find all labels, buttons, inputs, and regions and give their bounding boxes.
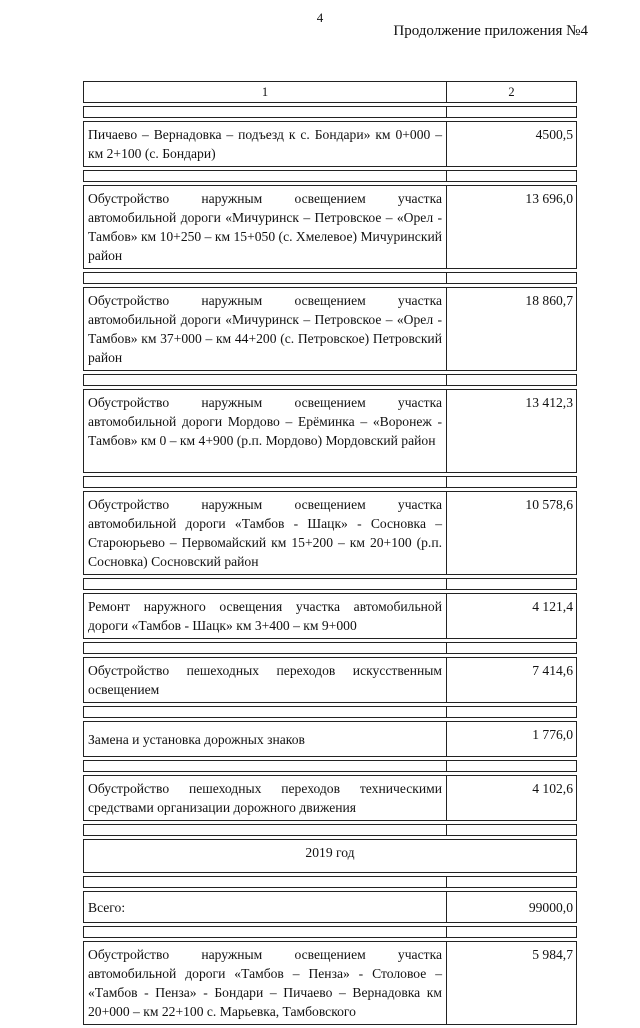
row-amount: 4500,5 [447, 121, 577, 167]
appendix-continuation-note: Продолжение приложения №4 [393, 23, 588, 39]
row-amount: 5 984,7 [447, 941, 577, 1025]
row-amount: 10 578,6 [447, 491, 577, 575]
year-section-label: 2019 год [83, 839, 577, 873]
row-amount: 1 776,0 [447, 721, 577, 757]
total-label: Всего: [83, 891, 447, 923]
row-amount: 4 102,6 [447, 775, 577, 821]
column-header-2: 2 [447, 81, 577, 103]
row-description: Обустройство наружным освещением участка автомобильной дороги «Тамбов - Шацк» - Сосновка – Староюрьево – Первомайский км 15+200 – км 20+100 (р.п. Сосновка) Сосновский район [83, 491, 447, 575]
row-amount: 13 696,0 [447, 185, 577, 269]
row-description: Замена и установка дорожных знаков [83, 721, 447, 757]
table-row [83, 775, 577, 821]
row-description: Обустройство наружным освещением участка автомобильной дороги «Тамбов – Пенза» - Столовое – «Тамбов - Пенза» - Бондари – Пичаево – Вернадовка км 20+000 – км 22+100 с. Марьевка, Тамбовского [83, 941, 447, 1025]
table-row [83, 121, 577, 167]
table-row [83, 721, 577, 757]
row-amount: 4 121,4 [447, 593, 577, 639]
table-row [83, 287, 577, 371]
row-description: Обустройство пешеходных переходов искусственным освещением [83, 657, 447, 703]
column-header-1: 1 [83, 81, 447, 103]
row-description: Обустройство пешеходных переходов техническими средствами организации дорожного движения [83, 775, 447, 821]
row-amount: 13 412,3 [447, 389, 577, 473]
table-row [83, 593, 577, 639]
row-amount: 7 414,6 [447, 657, 577, 703]
row-description: Обустройство наружным освещением участка автомобильной дороги «Мичуринск – Петровское – «Орел - Тамбов» км 10+250 – км 15+050 (с. Хмелевое) Мичуринский район [83, 185, 447, 269]
table-header-row [83, 81, 577, 103]
total-row [83, 891, 577, 923]
table-row [83, 185, 577, 269]
row-description: Пичаево – Вернадовка – подъезд к с. Бондари» км 0+000 – км 2+100 (с. Бондари) [83, 121, 447, 167]
page-number: 4 [316, 10, 324, 25]
table-row [83, 389, 577, 473]
year-section-row [83, 839, 577, 873]
row-description: Обустройство наружным освещением участка автомобильной дороги Мордово – Ерёминка – «Воронеж - Тамбов» км 0 – км 4+900 (р.п. Мордово) Мордовский район [83, 389, 447, 473]
appendix-table [83, 78, 577, 1028]
table-row [83, 491, 577, 575]
table-row [83, 657, 577, 703]
row-description: Обустройство наружным освещением участка автомобильной дороги «Мичуринск – Петровское – «Орел - Тамбов» км 37+000 – км 44+200 (с. Петровское) Петровский район [83, 287, 447, 371]
total-amount: 99000,0 [447, 891, 577, 923]
table-row [83, 941, 577, 1025]
row-description: Ремонт наружного освещения участка автомобильной дороги «Тамбов - Шацк» км 3+400 – км 9+000 [83, 593, 447, 639]
row-amount: 18 860,7 [447, 287, 577, 371]
